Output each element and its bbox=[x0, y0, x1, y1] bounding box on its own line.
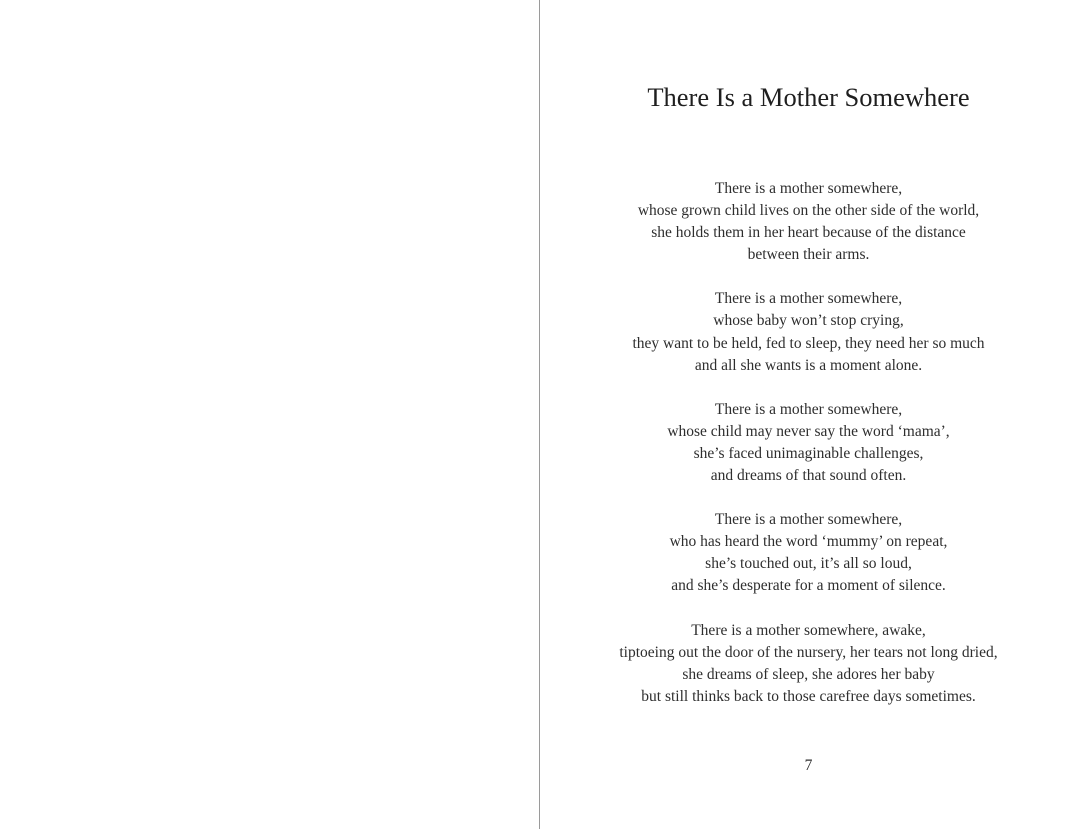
poem-line: and dreams of that sound often. bbox=[710, 467, 907, 485]
stanza-2 bbox=[541, 288, 1076, 376]
page-gutter-divider bbox=[539, 0, 540, 829]
poem-line: they want to be held, fed to sleep, they need her so much bbox=[632, 334, 985, 352]
right-page bbox=[541, 0, 1080, 829]
poem-line: she’s touched out, it’s all so loud, bbox=[705, 555, 912, 573]
poem-line: and all she wants is a moment alone. bbox=[694, 356, 923, 374]
stanza-5 bbox=[541, 620, 1076, 708]
stanza-4 bbox=[541, 509, 1076, 597]
poem-line: who has heard the word ‘mummy’ on repeat, bbox=[669, 533, 948, 551]
poem-line: she holds them in her heart because of the distance bbox=[651, 224, 966, 242]
stanza-3 bbox=[541, 399, 1076, 487]
poem-line: There is a mother somewhere, bbox=[714, 290, 903, 308]
poem-line: and she’s desperate for a moment of silence. bbox=[671, 577, 946, 595]
poem-line: whose baby won’t stop crying, bbox=[713, 312, 904, 330]
poem-line: There is a mother somewhere, bbox=[714, 400, 903, 418]
poem-body bbox=[541, 178, 1076, 730]
poem-line: whose grown child lives on the other side of the world, bbox=[637, 202, 980, 220]
poem-line: tiptoeing out the door of the nursery, her tears not long dried, bbox=[619, 643, 998, 661]
poem-line: whose child may never say the word ‘mama’, bbox=[667, 422, 950, 440]
page-number: 7 bbox=[804, 757, 813, 774]
poem-line: she dreams of sleep, she adores her baby bbox=[682, 665, 935, 683]
stanza-1 bbox=[541, 178, 1076, 266]
poem-title: There Is a Mother Somewhere bbox=[647, 82, 970, 112]
poem-line: There is a mother somewhere, bbox=[714, 180, 903, 197]
poem-line: but still thinks back to those carefree days sometimes. bbox=[641, 687, 976, 705]
poem-line: There is a mother somewhere, awake, bbox=[691, 621, 926, 639]
poem-line: she’s faced unimaginable challenges, bbox=[693, 444, 924, 462]
poem-line: between their arms. bbox=[747, 246, 870, 264]
poem-line: There is a mother somewhere, bbox=[714, 511, 903, 529]
